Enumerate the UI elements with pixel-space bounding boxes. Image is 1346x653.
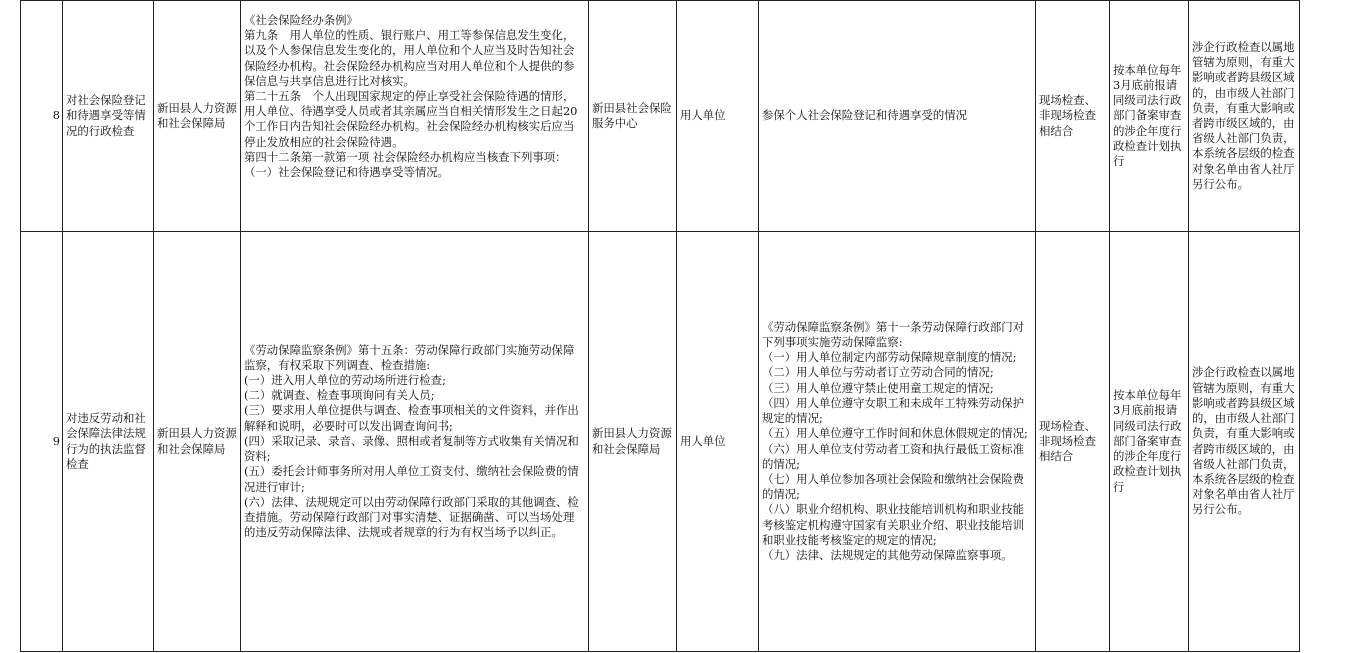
- inspection-plan: 按本单位每年3月底前报请同级司法行政部门备案审查的涉企年度行政检查计划执行: [1110, 1, 1189, 232]
- legal-basis: 《社会保险经办条例》 第九条 用人单位的性质、银行账户、用工等参保信息发生变化，以及个人参保信息发生变化的，用人单位和个人应当及时告知社会保险经办机构。社会保险经办机构应当对用人单位和个人提供的参保信息与共享信息进行比对核实。 第二十五条 个人出现国家规定的停止享受社会保险待遇的情形，用人单位、待遇享受人员或者其亲属应当自相关情形发生之日起20个工作日内告知社会保险经办机构。社会保险经办机构核实后应当停止发放相应的社会保险待遇。 第四十二条第一款第一项 社会保险经办机构应当核查下列事项：（一）社会保险登记和待遇享受等情况。: [241, 1, 589, 232]
- legal-basis: 《劳动保障监察条例》第十五条：劳动保障行政部门实施劳动保障监察，有权采取下列调查、检查措施: (一）进入用人单位的劳动场所进行检查; (二）就调查、检查事项询问有关人员; (三）要求用人单位提供与调查、检查事项相关的文件资料，并作出解释和说明，必要时可以发出调查询问书; (四）采取记录、录音、录像、照相或者复制等方式收集有关情况和资料; (五）委托会计师事务所对用人单位工资支付、缴纳社会保险费的情况进行审计; (六）法律、法规规定可以由劳动保障行政部门采取的其他调查、检查措施。劳动保障行政部门对事实清楚、证据确凿、可以当场处理的违反劳动保障法律、法规或者规章的行为有权当场予以纠正。: [241, 232, 589, 652]
- inspection-plan: 按本单位每年3月底前报请同级司法行政部门备案审查的涉企年度行政检查计划执行: [1110, 232, 1189, 652]
- inspection-target: 用人单位: [677, 1, 759, 232]
- remarks: 涉企行政检查以属地管辖为原则，有重大影响或者跨县级区域的，由市级人社部门负责，有重大影响或者跨市级区域的，由省级人社部门负责，本系统各层级的检查对象名单由省人社厅另行公布。: [1189, 1, 1300, 232]
- inspection-method: 现场检查、非现场检查相结合: [1036, 1, 1110, 232]
- table-row: [21, 1, 1300, 232]
- row-number: 9: [21, 232, 63, 652]
- inspection-item: 对违反劳动和社会保障法律法规行为的执法监督检查: [63, 232, 154, 652]
- inspection-content: 参保个人社会保险登记和待遇享受的情况: [759, 1, 1036, 232]
- responsible-department: 新田县人力资源和社会保障局: [154, 232, 241, 652]
- implementing-organization: 新田县人力资源和社会保障局: [589, 232, 677, 652]
- inspection-table: [20, 0, 1300, 652]
- inspection-content: 《劳动保障监察条例》第十一条劳动保障行政部门对下列事项实施劳动保障监察: （一）用人单位制定内部劳动保障规章制度的情况; （二）用人单位与劳动者订立劳动合同的情况; （三）用人单位遵守禁止使用童工规定的情况; （四）用人单位遵守女职工和未成年工特殊劳动保护规定的情况; （五）用人单位遵守工作时间和休息休假规定的情况; （六）用人单位支付劳动者工资和执行最低工资标准的情况; （七）用人单位参加各项社会保险和缴纳社会保险费的情况; （八）职业介绍机构、职业技能培训机构和职业技能考核鉴定机构遵守国家有关职业介绍、职业技能培训和职业技能考核鉴定的规定的情况; （九）法律、法规规定的其他劳动保障监察事项。: [759, 232, 1036, 652]
- row-number: 8: [21, 1, 63, 232]
- inspection-method: 现场检查、非现场检查相结合: [1036, 232, 1110, 652]
- implementing-organization: 新田县社会保险服务中心: [589, 1, 677, 232]
- table-row: [21, 232, 1300, 652]
- remarks: 涉企行政检查以属地管辖为原则，有重大影响或者跨县级区域的，由市级人社部门负责，有重大影响或者跨市级区域的，由省级人社部门负责，本系统各层级的检查对象名单由省人社厅另行公布。: [1189, 232, 1300, 652]
- inspection-item: 对社会保险登记和待遇享受等情况的行政检查: [63, 1, 154, 232]
- inspection-target: 用人单位: [677, 232, 759, 652]
- responsible-department: 新田县人力资源和社会保障局: [154, 1, 241, 232]
